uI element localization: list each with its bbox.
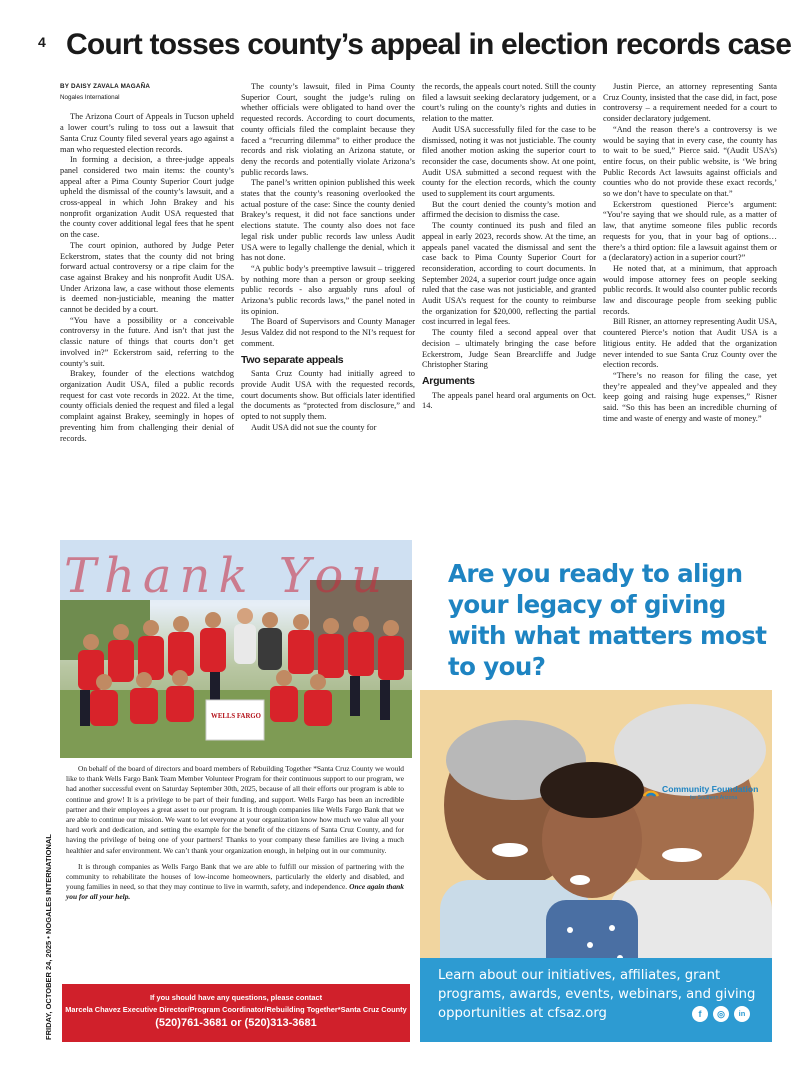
paragraph: the records, the appeals court noted. Still the county filed a lawsuit seeking declaratory judgement, or a court’s ruling on the county’s rights and duties in relation to the matter.	[422, 82, 596, 124]
contact-name: Marcela Chavez Executive Director/Program Coordinator/Rebuilding Together*Santa Cruz County	[65, 1005, 407, 1014]
affiliation: Nogales International	[60, 93, 120, 101]
subhead-arguments: Arguments	[422, 374, 475, 387]
paragraph: Eckerstrom questioned Pierce’s argument: “You’re saying that we should rule, as a matter of law, that anytime someone files public records requests for you, that in your bag of options… there’s a third option: file a lawsuit against them or a (declaratory) action in a superior court?”	[603, 199, 777, 263]
linkedin-icon[interactable]: in	[734, 1006, 750, 1022]
paragraph: The county’s lawsuit, filed in Pima County Superior Court, sought the judge’s ruling on whether officials were obligated to hand over the requested records. According to court documents, county officials filed the complaint because they faced a “recurring dilemma” to either produce the records and risk violating an Arizona statute, or deny the records and potentially violate Arizona’s public records laws.	[241, 82, 415, 177]
facebook-icon[interactable]: f	[692, 1006, 708, 1022]
family-photo	[420, 690, 772, 990]
paragraph: “There’s no reason for filing the case, yet they’re appealed and they’ve appealed and they keep going and raising huge expenses,” Risner said. “So this has been an incredible churning of time and waste of energy and waste of money.”	[603, 370, 777, 423]
cf-logo	[642, 778, 762, 808]
side-date: FRIDAY, OCTOBER 24, 2025 • NOGALES INTERNATIONAL	[44, 834, 53, 1040]
paragraph: The Board of Supervisors and County Manager Jesus Valdez did not respond to the NI’s request for comment.	[241, 317, 415, 348]
paragraph: The county continued its push and filed an appeal in early 2023, records show. At the time, an appeals panel vacated the dismissal and sent the case back to Pima County Superior Court for reconsideration, according to court documents. In September 2024, a superior court judge once again ruled that the case was not justiciable, and granted Audit USA’s request for the county to reimburse the organization for $20,000, reflecting the partial cost incurred in legal fees.	[422, 221, 596, 327]
byline: BY DAISY ZAVALA MAGAÑA	[60, 83, 151, 90]
mission-text: It is through companies as Wells Fargo Bank that we are able to fulfill our mission of partnering with the community to rehabilitate the houses of low-income homeowners, particularly the elderly and disabled, and young families in need, so that they may continue to live in warmth, safety, and independence.	[66, 861, 404, 892]
paragraph: The court opinion, authored by Judge Peter Eckerstrom, states that the county did not bring forward actual controversy or a ripe claim for the case against Brakey and his nonprofit Audit USA. Under Arizona law, a case without those elements is deemed non-justiciable, meaning the matter cannot be decided by a court.	[60, 240, 234, 315]
paragraph: The panel’s written opinion published this week states that the county’s reasoning overlooked the actual posture of the case: Since the county denied Brakey’s request, it did not face sanctions under elections statute. The county also does not face legal risk under public records law unless Audit USA were to legally challenge the denial, which it has not done.	[241, 178, 415, 263]
cf-logo-sun-icon	[642, 780, 660, 798]
paragraph: But the court denied the county’s motion and affirmed the decision to dismiss the case.	[422, 199, 596, 220]
paragraph: Bill Risner, an attorney representing Audit USA, countered Pierce’s notion that Audit USA is a litigious entity. He added that the organization never intended to sue Santa Cruz County over the election records.	[603, 317, 777, 370]
cf-ad-top	[420, 540, 772, 690]
paragraph: The appeals panel heard oral arguments on Oct. 14.	[422, 390, 596, 411]
contact-footer	[62, 984, 410, 1042]
contact-intro: If you should have any questions, please contact	[149, 993, 323, 1002]
family-photo-illustration	[420, 690, 772, 990]
instagram-icon[interactable]: ◎	[713, 1006, 729, 1022]
article-column-3	[422, 82, 596, 412]
thank-you-message	[66, 764, 404, 909]
paragraph: The Arizona Court of Appeals in Tucson upheld a lower court’s ruling to toss out a lawsuit that Santa Cruz County filed several years ago against a man who requested election records.	[60, 112, 234, 154]
thank-you-ad	[60, 540, 412, 1042]
cf-logo-sub: for Southern Arizona	[690, 795, 738, 801]
paragraph: The county filed a second appeal over that decision – ultimately bringing the case before Eckerstrom, Judge Sean Brearcliffe and Judge Christopher Staring	[422, 328, 596, 370]
cf-bottom-band	[420, 958, 772, 1042]
paragraph: Audit USA successfully filed for the case to be dismissed, noting it was not justiciable. The county filed another motion asking the superior court to reconsider the case, documents show. At one point, Audit USA submitted a second request with the county for the election records, which the county used to supplement its court arguments.	[422, 124, 596, 199]
cf-logo-name: Community Foundation	[662, 784, 759, 794]
paragraph: Justin Pierce, an attorney representing Santa Cruz County, insisted that the case did, in fact, pose controversy – a requirement needed for a court to consider declaratory judgement.	[603, 82, 777, 124]
cf-headline: Are you ready to align your legacy of giving with what matters most to you?	[448, 559, 767, 681]
subhead-two-separate-appeals: Two separate appeals	[241, 353, 344, 366]
community-foundation-ad	[420, 540, 772, 1042]
paragraph: “You have a possibility or a conceivable controversy in the future. And isn’t that just the classic nature of things that courts don’t get involved in?” Eckerstrom said, referring to the county’s suit.	[60, 315, 234, 368]
contact-phones: (520)761-3681 or (520)313-3681	[155, 1017, 317, 1029]
paragraph: “A public body’s preemptive lawsuit – triggered by nothing more than a person or group seeking public records - also arguably runs afoul of Arizona’s public records laws,” the panel noted in its opinion.	[241, 263, 415, 316]
cf-call-to-action: Learn about our initiatives, affiliates, grant programs, awards, events, webinars, and giving opportunities at cfsaz.org	[438, 968, 756, 1021]
thank-you-paragraph	[66, 862, 404, 903]
volunteer-group-photo	[60, 540, 412, 758]
page-number: 4	[38, 34, 46, 50]
wells-fargo-sign: WELLS FARGO	[211, 713, 261, 720]
paragraph: “And the reason there’s a controversy is we would be saying that in every case, the county has to wait to be sued,” Pierce said. “(Audit USA’s) entire focus, on their public website, is ‘We bring Public Records Act lawsuits against officials and counties who do not provide these exact records,’ so we don’t have to speculate on that.”	[603, 124, 777, 199]
article-column-4	[603, 82, 777, 425]
paragraph: He noted that, at a minimum, that approach would impose attorney fees on people seeking public records. It would also counter public records law and discourage people from seeking public records.	[603, 263, 777, 316]
paragraph: Santa Cruz County had initially agreed to provide Audit USA with the requested records, court documents show. But officials later identified the documents as “protected from disclosure,” and opted to not supply them.	[241, 369, 415, 422]
paragraph: Audit USA did not sue the county for	[251, 422, 377, 432]
article-column-1	[60, 82, 234, 444]
article-column-2	[241, 82, 415, 434]
headline: Court tosses county’s appeal in election records case	[66, 28, 792, 61]
thank-you-script: Thank You	[64, 548, 391, 604]
paragraph: In forming a decision, a three-judge appeals panel considered two main items: the county’s appeal after a Pima County Superior Court judge upheld the dismissal of the county’s lawsuit, and a cross-appeal in which John Brakey and his nonprofit organization Audit USA requested that the county cover additional legal fees that he spent on the case.	[60, 155, 234, 240]
thank-you-paragraph: On behalf of the board of directors and board members of Rebuilding Together *Santa Cruz County we would like to thank Wells Fargo Bank Team Member Volunteer Program for their continuous support to our program, we had another successful event on Saturday September 30th, 2025, because of all their efforts our program is able to continue and grow! It is a privilege to be part of their funding, and support. Wells Fargo has been an incredible partner and their employees a great asset to our program. It is through companies like Wells Fargo Bank that we are able to continue our mission. We want to let everyone at your organization know how much we value all your hard work and dedication, and setting the example for the benefit of the citizens of Santa Cruz County, and for having the privilege of being one of your partners! Thanks to your company these families are living a much healthier and safer environment. We can’t thank your organization enough, in helping out in our community.	[66, 764, 404, 855]
closing-thanks: Once again thank you for all your help.	[66, 882, 404, 902]
paragraph: Brakey, founder of the elections watchdog organization Audit USA, filed a public records request for cast vote records in 2022. At the time, county officials denied the request and filed a legal complaint against Brakey, seemingly in hopes of preventing him from challenging their denial of records.	[60, 369, 234, 443]
